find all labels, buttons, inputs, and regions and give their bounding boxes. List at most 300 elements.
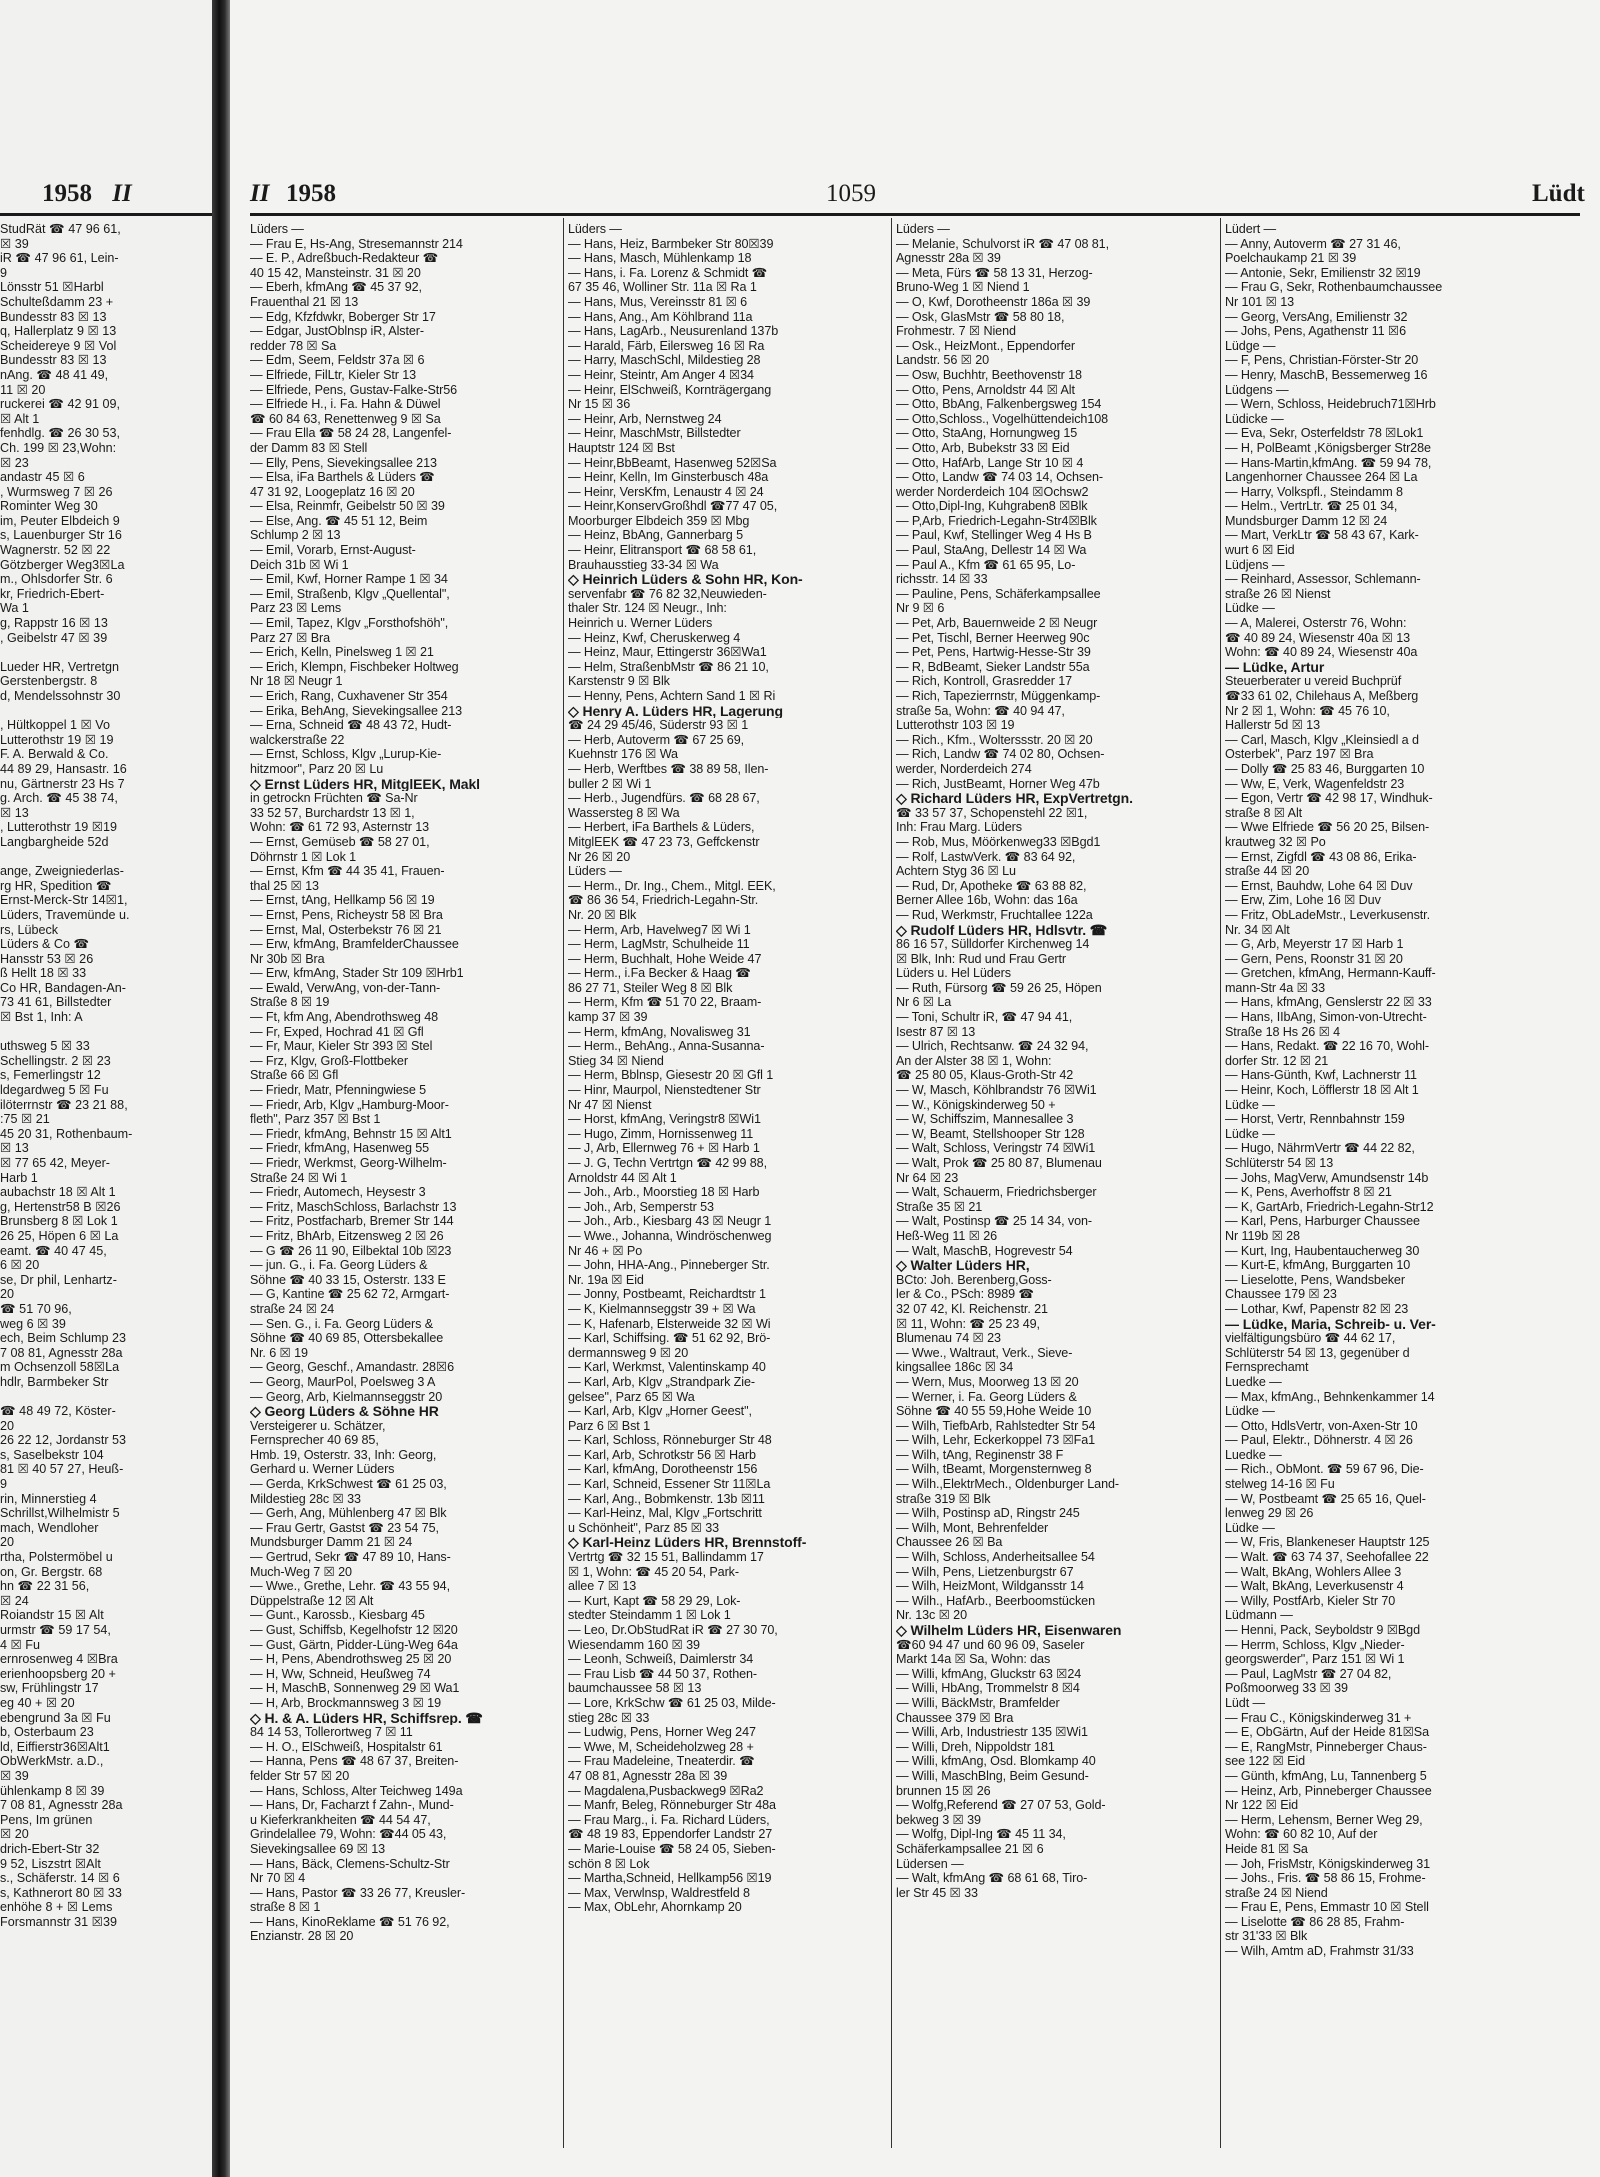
directory-line: ◇ H. & A. Lüders HR, Schiffsrep. ☎	[250, 1710, 483, 1726]
directory-line: — Georg, MaurPol, Poelsweg 3 A	[250, 1374, 436, 1389]
directory-line: Fernsprecher 40 69 85,	[250, 1433, 379, 1448]
directory-line: 26 25, Höpen 6 ☒ La	[0, 1228, 119, 1243]
directory-line: — Pet, Tischl, Berner Heerweg 90c	[896, 630, 1090, 645]
directory-line: Chaussee 179 ☒ 23	[1225, 1287, 1337, 1302]
directory-line: — Karl, Ang., Bobmkenstr. 13b ☒11	[568, 1491, 765, 1506]
directory-line: ☎33 61 02, Chilehaus A, Meßberg	[1225, 689, 1419, 703]
directory-line: — Friedr, Arb, Klgv „Hamburg-Moor-	[250, 1097, 449, 1112]
directory-line: — W, Schiffszim, Mannesallee 3	[896, 1112, 1074, 1127]
directory-line: — Dolly ☎ 25 83 46, Burggarten 10	[1225, 761, 1425, 776]
directory-line: — Karl, Pens, Harburger Chaussee	[1225, 1214, 1420, 1229]
directory-line: ☒ 20	[0, 1827, 29, 1842]
directory-line: — Eva, Sekr, Osterfeldstr 78 ☒Lok1	[1225, 426, 1424, 441]
directory-line: ☎60 94 47 und 60 96 09, Saseler	[896, 1637, 1085, 1652]
directory-line: Co HR, Bandagen-An-	[0, 980, 127, 995]
directory-line: — Ernst, Kfm ☎ 44 35 41, Frauen-	[250, 864, 445, 879]
directory-line: — Marie-Louise ☎ 58 24 05, Sieben-	[568, 1841, 776, 1856]
directory-line: Schlump 2 ☒ 13	[250, 528, 341, 543]
directory-line: — Heinr, Steintr, Am Anger 4 ☒34	[568, 367, 754, 382]
directory-line: — K, Pens, Averhoffstr 8 ☒ 21	[1225, 1185, 1392, 1200]
directory-line: nAng. ☎ 48 41 49,	[0, 367, 109, 382]
directory-line: — W, Masch, Köhlbrandstr 76 ☒Wi1	[896, 1083, 1097, 1098]
directory-line: — Otto, Arb, Bubekstr 33 ☒ Eid	[896, 440, 1070, 455]
directory-line: 47 31 92, Loogeplatz 16 ☒ 20	[250, 484, 415, 499]
directory-line: — Herm, kfmAng, Novalisweg 31	[568, 1024, 751, 1039]
directory-line: Lüdersen —	[896, 1856, 964, 1871]
directory-line: — Karl, Schloss, Rönneburger Str 48	[568, 1433, 772, 1448]
directory-line: — Johs., Fris. ☎ 58 86 15, Frohme-	[1225, 1871, 1426, 1886]
directory-line: — A, Malerei, Osterstr 76, Wohn:	[1225, 616, 1407, 631]
directory-line: allee 7 ☒ 13	[568, 1579, 637, 1594]
directory-line: kamp 37 ☒ 39	[568, 1010, 648, 1025]
directory-line: Wohn: ☎ 61 72 93, Asternstr 13	[250, 820, 430, 835]
right-page	[230, 0, 1600, 2177]
directory-line: — Frau Gertr, Gastst ☎ 23 54 75,	[250, 1520, 439, 1535]
directory-line: ◇ Henry A. Lüders HR, Lagerung	[568, 703, 783, 719]
directory-line: — Werner, i. Fa. Georg Lüders &	[896, 1389, 1077, 1404]
directory-line: walckerstraße 22	[250, 732, 345, 747]
directory-line: Lüdgens —	[1225, 382, 1289, 397]
directory-line: ech, Beim Schlump 23	[0, 1331, 126, 1346]
directory-line: hdlr, Barmbeker Str	[0, 1374, 109, 1389]
directory-line: — Herm., BehAng., Anna-Susanna-	[568, 1039, 765, 1054]
directory-line: 67 35 46, Wolliner Str. 11a ☒ Ra 1	[568, 280, 757, 295]
directory-line: Lüders —	[568, 864, 622, 879]
directory-line: — Paul, StaAng, Dellestr 14 ☒ Wa	[896, 543, 1087, 558]
directory-line: buller 2 ☒ Wi 1	[568, 776, 652, 791]
directory-line: — Georg, Arb, Kielmannseggstr 20	[250, 1389, 443, 1404]
directory-line: Nr 119b ☒ 28	[1225, 1228, 1300, 1243]
directory-line: , Hültkoppel 1 ☒ Vo	[0, 718, 111, 733]
directory-line: — Rolf, LastwVerk. ☎ 83 64 92,	[896, 849, 1076, 864]
directory-line: Harb 1	[0, 1170, 38, 1185]
directory-line: — Hans, Masch, Mühlenkamp 18	[568, 251, 752, 266]
directory-line: Schäferkampsallee 21 ☒ 6	[896, 1841, 1044, 1856]
directory-line: g, Rappstr 16 ☒ 13	[0, 616, 108, 631]
directory-line: — F, Pens, Christian-Förster-Str 20	[1225, 353, 1419, 368]
directory-line: — Lore, KrkSchw ☎ 61 25 03, Milde-	[568, 1695, 776, 1710]
directory-line: uthsweg 5 ☒ 33	[0, 1039, 90, 1054]
directory-line: Wagnerstr. 52 ☒ 22	[0, 543, 111, 558]
directory-line: Blumenau 74 ☒ 23	[896, 1331, 1001, 1346]
directory-line: — Hans, Heiz, Barmbeker Str 80☒39	[568, 236, 774, 251]
directory-line: straße 44 ☒ 20	[1225, 864, 1310, 879]
directory-line: — Rich., Kfm., Wolterssstr. 20 ☒ 20	[896, 732, 1093, 747]
directory-line: — Wilh.,ElektrMech., Oldenburger Land-	[896, 1477, 1119, 1492]
directory-line: — Max, kfmAng., Behnkenkammer 14	[1225, 1389, 1435, 1404]
directory-line: Schellingstr. 2 ☒ 23	[0, 1053, 111, 1068]
directory-line: — Otto, Landw ☎ 74 03 14, Ochsen-	[896, 470, 1103, 485]
directory-line: s, Femerlingstr 12	[0, 1068, 101, 1083]
directory-line: — Willi, HbAng, Trommelstr 8 ☒4	[896, 1681, 1080, 1696]
directory-line: — Otto, BbAng, Falkenbergsweg 154	[896, 397, 1102, 412]
directory-line: — Frau Marg., i. Fa. Richard Lüders,	[568, 1812, 770, 1827]
directory-line: dermannsweg 9 ☒ 20	[568, 1345, 689, 1360]
directory-line: straße 8 ☒ 1	[250, 1900, 321, 1915]
directory-line: — Ernst, Gemüseb ☎ 58 27 01,	[250, 834, 430, 849]
column-4	[1225, 222, 1580, 1959]
directory-line: Hallerstr 5d ☒ 13	[1225, 718, 1320, 733]
column-1	[250, 222, 560, 1944]
directory-line: — G, Arb, Meyerstr 17 ☒ Harb 1	[1225, 937, 1404, 952]
directory-line: Lüdjens —	[1225, 557, 1285, 572]
directory-line: 33 52 57, Burchardstr 13 ☒ 1,	[250, 805, 415, 820]
directory-line: — Hanna, Pens ☎ 48 67 37, Breiten-	[250, 1754, 459, 1769]
directory-line: ☎ 33 57 37, Schopenstehl 22 ☒1,	[896, 805, 1088, 820]
directory-line: Schlüterstr 54 ☒ 13, gegenüber d	[1225, 1345, 1410, 1360]
directory-line: urmstr ☎ 59 17 54,	[0, 1623, 111, 1637]
directory-line: — Herm., i.Fa Becker & Haag ☎	[568, 966, 751, 981]
directory-line: Lüdke —	[1225, 1520, 1275, 1535]
directory-line: — Fritz, Postfacharb, Bremer Str 144	[250, 1214, 454, 1229]
directory-line: Schlüterstr 54 ☒ 13	[1225, 1156, 1334, 1170]
directory-line: — Lüdke, Maria, Schreib- u. Ver-	[1225, 1316, 1436, 1332]
directory-line: — Rich, JustBeamt, Horner Weg 47b	[896, 776, 1100, 791]
directory-line: gelsee", Parz 65 ☒ Wa	[568, 1389, 695, 1404]
directory-line: ◇ Rudolf Lüders HR, Hdlsvtr. ☎	[896, 922, 1108, 938]
directory-line: Moorburger Elbdeich 359 ☒ Mbg	[568, 513, 750, 528]
directory-line: servenfabr ☎ 76 82 32,Neuwieden-	[568, 586, 767, 601]
directory-line: — John, HHA-Ang., Pinneberger Str.	[568, 1258, 770, 1273]
directory-line: — Elly, Pens, Sievekingsallee 213	[250, 455, 437, 470]
left-header-rule	[0, 213, 212, 216]
directory-line: Parz 27 ☒ Bra	[250, 630, 330, 645]
directory-line: — Gretchen, kfmAng, Hermann-Kauff-	[1225, 966, 1436, 981]
directory-line: — Horst, kfmAng, Veringstr8 ☒Wi1	[568, 1112, 761, 1127]
directory-line: — Emil, Kwf, Horner Rampe 1 ☒ 34	[250, 572, 448, 587]
directory-line: Nr 122 ☒ Eid	[1225, 1798, 1299, 1813]
directory-line: Poelchaukamp 21 ☒ 39	[1225, 251, 1357, 266]
directory-line: — Willy, PostfArb, Kieler Str 70	[1225, 1593, 1396, 1608]
directory-line: — Wwe, M, Scheideholzweg 28 +	[568, 1739, 754, 1754]
directory-line: — Frau E, Hs-Ang, Stresemannstr 214	[250, 236, 463, 251]
directory-line: — Walt, BkAng, Wohlers Allee 3	[1225, 1564, 1402, 1579]
directory-line: — Hans, Mus, Vereinsstr 81 ☒ 6	[568, 294, 748, 309]
left-page-fragment	[0, 0, 212, 2177]
directory-line: — Wolfg,Referend ☎ 27 07 53, Gold-	[896, 1798, 1106, 1813]
directory-line: Nr 47 ☒ Nienst	[568, 1097, 652, 1112]
directory-line: — Frau G, Sekr, Rothenbaumchaussee	[1225, 280, 1443, 295]
directory-line: Nr 101 ☒ 13	[1225, 294, 1294, 309]
directory-line: — Otto, HdlsVertr, von-Axen-Str 10	[1225, 1418, 1418, 1433]
directory-line: Nr 46 + ☒ Po	[568, 1243, 643, 1258]
directory-line: — Karl, kfmAng, Dorotheenstr 156	[568, 1462, 758, 1477]
directory-line: ◇ Heinrich Lüders & Sohn HR, Kon-	[568, 572, 803, 587]
directory-line: — Osk, GlasMstr ☎ 58 80 18,	[896, 309, 1065, 324]
directory-line: s, Saselbekstr 104	[0, 1447, 104, 1462]
directory-line: — Joh., Arb., Kiesbarg 43 ☒ Neugr 1	[568, 1214, 772, 1229]
directory-line: Heinrich u. Werner Lüders	[568, 616, 713, 631]
directory-line: Parz 6 ☒ Bst 1	[568, 1418, 650, 1433]
directory-line: Langbargheide 52d	[0, 834, 109, 849]
directory-line	[0, 645, 212, 660]
directory-line: Lüders, Travemünde u.	[0, 907, 130, 922]
directory-line: — Herm, Bblnsp, Giesestr 20 ☒ Gfl 1	[568, 1068, 774, 1083]
directory-line: Poßmoorweg 33 ☒ 39	[1225, 1681, 1348, 1696]
directory-line: — Lothar, Kwf, Papenstr 82 ☒ 23	[1225, 1301, 1409, 1316]
directory-line: — Hugo, Zimm, Hornissenweg 11	[568, 1126, 754, 1141]
directory-line: — E. P., Adreßbuch-Redakteur ☎	[250, 251, 439, 266]
directory-line: — Heinr, ElSchweiß, Kornträgergang	[568, 382, 772, 397]
directory-line: — W., Königskinderweg 50 +	[896, 1097, 1056, 1112]
directory-line: — Frau Madeleine, Tneaterdir. ☎	[568, 1754, 755, 1769]
directory-line: Döhrnstr 1 ☒ Lok 1	[250, 849, 357, 864]
directory-line: ☒ 77 65 42, Meyer-	[0, 1156, 110, 1170]
directory-line: — Hans, Dr, Facharzt f Zahn-, Mund-	[250, 1798, 454, 1813]
directory-line: — Max, Verwlnsp, Waldrestfeld 8	[568, 1885, 750, 1900]
directory-line: — Carl, Masch, Klgv „Kleinsiedl a d	[1225, 732, 1419, 747]
directory-line: — H, Ww, Schneid, Heußweg 74	[250, 1666, 431, 1681]
directory-line: , Lutterothstr 19 ☒19	[0, 820, 118, 835]
directory-line: Inh: Frau Marg. Lüders	[896, 820, 1022, 835]
directory-line: 45 20 31, Rothenbaum-	[0, 1126, 133, 1141]
directory-line: Straße 66 ☒ Gfl	[250, 1068, 339, 1083]
directory-line: ◇ Karl-Heinz Lüders HR, Brennstoff-	[568, 1535, 807, 1551]
directory-line: mann-Str 4a ☒ 33	[1225, 980, 1325, 995]
directory-line: — Heinr, Arb, Nernstweg 24	[568, 411, 722, 426]
directory-line: — Willi, Arb, Industriestr 135 ☒Wi1	[896, 1725, 1088, 1740]
directory-line: — Wern, Schloss, Heidebruch71☒Hrb	[1225, 397, 1436, 412]
directory-line: — Ludwig, Pens, Horner Weg 247	[568, 1725, 756, 1740]
directory-line: s., Schäferstr. 14 ☒ 6	[0, 1871, 120, 1886]
directory-line: MitglEEK ☎ 47 23 73, Geffckenstr	[568, 834, 760, 849]
directory-line: — Edgar, JustOblnsp iR, Alster-	[250, 324, 424, 339]
directory-line: ☎ 40 89 24, Wiesenstr 40a ☒ 13	[1225, 630, 1410, 645]
directory-line: 11 ☒ 20	[0, 382, 46, 397]
directory-line: — Wilh, Amtm aD, Frahmstr 31/33	[1225, 1944, 1414, 1959]
directory-line: redder 78 ☒ Sa	[250, 338, 337, 353]
directory-line: fenhdlg. ☎ 26 30 53,	[0, 426, 121, 441]
directory-line: — H. O., ElSchweiß, Hospitalstr 61	[250, 1739, 443, 1754]
directory-line: — P,Arb, Friedrich-Legahn-Str4☒Blk	[896, 513, 1097, 528]
directory-line: Stieg 34 ☒ Niend	[568, 1053, 664, 1068]
directory-line: — Hans, LagArb., Neusurenland 137b	[568, 324, 779, 339]
directory-line: — Kurt-E, kfmAng, Burggarten 10	[1225, 1258, 1411, 1273]
directory-line: — Ernst, tAng, Hellkamp 56 ☒ 19	[250, 893, 435, 908]
directory-line: brunnen 15 ☒ 26	[896, 1783, 991, 1798]
directory-line: , Wurmsweg 7 ☒ 26	[0, 484, 113, 499]
directory-line: — Karl, Werkmst, Valentinskamp 40	[568, 1360, 766, 1375]
directory-line: — Henni, Pack, Seyboldstr 9 ☒Bgd	[1225, 1623, 1420, 1637]
directory-line: — Wilh, Mont, Behrenfelder	[896, 1520, 1049, 1535]
directory-line: Söhne ☎ 40 69 85, Ottersbekallee	[250, 1331, 444, 1346]
directory-line: g. Arch. ☎ 45 38 74,	[0, 791, 118, 806]
directory-line: Achtern Styg 36 ☒ Lu	[896, 864, 1016, 879]
directory-line: — Lieselotte, Pens, Wandsbeker	[1225, 1272, 1405, 1287]
directory-line: — Herm, Kfm ☎ 51 70 22, Braam-	[568, 995, 762, 1010]
directory-line: 20	[0, 1535, 15, 1550]
directory-line: — Friedr, Automech, Heysestr 3	[250, 1185, 426, 1200]
directory-line: — Frau Ella ☎ 58 24 28, Langenfel-	[250, 426, 452, 441]
directory-line: — Harry, Volkspfl., Steindamm 8	[1225, 484, 1403, 499]
directory-line: Lüders u. Hel Lüders	[896, 966, 1011, 981]
directory-line: — Emil, Tapez, Klgv „Forsthofshöh",	[250, 616, 449, 631]
directory-line: 32 07 42, Kl. Reichenstr. 21	[896, 1301, 1048, 1316]
directory-line: on, Gr. Bergstr. 68	[0, 1564, 103, 1579]
directory-line: — Jonny, Postbeamt, Reichardtstr 1	[568, 1287, 766, 1302]
directory-line: ◇ Georg Lüders & Söhne HR	[250, 1404, 439, 1419]
directory-line: Frauenthal 21 ☒ 13	[250, 294, 359, 309]
directory-line: — K, Hafenarb, Elsterweide 32 ☒ Wi	[568, 1316, 771, 1331]
directory-line: — Elsa, Reinmfr, Geibelstr 50 ☒ 39	[250, 499, 445, 514]
directory-line: Frohmestr. 7 ☒ Niend	[896, 324, 1016, 339]
directory-line: Schrillst,Wilhelmistr 5	[0, 1506, 120, 1521]
directory-line: ☒ Blk, Inh: Rud und Frau Gertr	[896, 951, 1066, 966]
directory-line: — Gertrud, Sekr ☎ 47 89 10, Hans-	[250, 1550, 451, 1565]
directory-line: Lutterothstr 103 ☒ 19	[896, 718, 1015, 733]
directory-line: Much-Weg 7 ☒ 20	[250, 1564, 352, 1579]
directory-line: , Geibelstr 47 ☒ 39	[0, 630, 108, 645]
directory-line: — Paul, Kwf, Stellinger Weg 4 Hs B	[896, 528, 1092, 543]
directory-line: — Ernst, Schloss, Klgv „Lurup-Kie-	[250, 747, 442, 762]
directory-line: Lüders —	[250, 222, 304, 236]
directory-line: — Rich, Tapezierrnstr, Müggenkamp-	[896, 689, 1101, 703]
directory-line: hitzmoor", Parz 20 ☒ Lu	[250, 761, 384, 776]
directory-line: s, Lauenburger Str 16	[0, 528, 122, 543]
left-header	[42, 180, 132, 208]
directory-line: Nr. 6 ☒ 19	[250, 1345, 308, 1360]
directory-line: richsstr. 14 ☒ 33	[896, 572, 988, 587]
directory-line: Brauhausstieg 33-34 ☒ Wa	[568, 557, 719, 572]
directory-line: Wassersteg 8 ☒ Wa	[568, 805, 680, 820]
directory-line: — Otto, StaAng, Hornungweg 15	[896, 426, 1078, 441]
directory-line: Gerstenbergstr. 8	[0, 674, 98, 689]
directory-line: — Pauline, Pens, Schäferkampsallee	[896, 586, 1101, 601]
directory-line: — J. G, Techn Vertrtgn ☎ 42 99 88,	[568, 1156, 767, 1170]
directory-line: — Frau Lisb ☎ 44 50 37, Rothen-	[568, 1666, 757, 1681]
directory-line: — Erich, Kelln, Pinelsweg 1 ☒ 21	[250, 645, 434, 660]
directory-line: bekweg 3 ☒ 39	[896, 1812, 981, 1827]
directory-line: ◇ Wilhelm Lüders HR, Eisenwaren	[896, 1623, 1122, 1638]
directory-line: Lüdke —	[1225, 601, 1275, 616]
directory-line: str 31'33 ☒ Blk	[1225, 1929, 1308, 1944]
directory-line: krautweg 32 ☒ Po	[1225, 834, 1326, 849]
directory-line: — Gunt., Karossb., Kiesbarg 45	[250, 1608, 425, 1623]
directory-line: 86 16 57, Sülldorfer Kirchenweg 14	[896, 937, 1090, 952]
directory-line: andastr 45 ☒ 6	[0, 470, 85, 485]
directory-line: ruckerei ☎ 42 91 09,	[0, 397, 120, 412]
directory-line: enhöhe 8 + ☒ Lems	[0, 1900, 113, 1915]
directory-line: — Wilh, TiefbArb, Rahlstedter Str 54	[896, 1418, 1096, 1433]
directory-line: stedter Steindamm 1 ☒ Lok 1	[568, 1608, 731, 1623]
directory-line: — Hans-Martin,kfmAng. ☎ 59 94 78,	[1225, 455, 1432, 470]
directory-line: F. A. Berwald & Co.	[0, 747, 109, 762]
directory-line: — Hinr, Maurpol, Nienstedtener Str	[568, 1083, 761, 1098]
directory-line: baumchaussee 58 ☒ 13	[568, 1681, 702, 1696]
directory-line: — Otto,Schloss., Vogelhüttendeich108	[896, 411, 1109, 426]
directory-line: 81 ☒ 40 57 27, Heuß-	[0, 1462, 124, 1477]
directory-line: Lüdke —	[1225, 1126, 1275, 1141]
directory-line: drich-Ebert-Str 32	[0, 1841, 100, 1856]
directory-line: — Ewald, VerwAng, von-der-Tann-	[250, 980, 441, 995]
directory-line: — Erw, kfmAng, BramfelderChaussee	[250, 937, 459, 952]
directory-line	[0, 704, 212, 719]
directory-line: ebengrund 3a ☒ Fu	[0, 1710, 111, 1725]
directory-line: ldegardweg 5 ☒ Fu	[0, 1083, 109, 1098]
directory-line: — Hans, Pastor ☎ 33 26 77, Kreusler-	[250, 1885, 466, 1900]
directory-line: — Walt, Prok ☎ 25 80 87, Blumenau	[896, 1156, 1102, 1170]
directory-line: aubachstr 18 ☒ Alt 1	[0, 1185, 116, 1200]
directory-line: Agnesstr 28a ☒ 39	[896, 251, 1001, 266]
directory-line: straße 319 ☒ Blk	[896, 1491, 991, 1506]
directory-line: — Pet, Arb, Bauernweide 2 ☒ Neugr	[896, 616, 1098, 631]
directory-line: — K, GartArb, Friedrich-Legahn-Str12	[1225, 1199, 1434, 1214]
directory-line: — Herm, Lehensm, Berner Weg 29,	[1225, 1812, 1423, 1827]
directory-line	[0, 850, 212, 865]
directory-line: stieg 28c ☒ 33	[568, 1710, 650, 1725]
directory-line: Wiesendamm 160 ☒ 39	[568, 1637, 700, 1652]
directory-line: — Leonh, Schweiß, Daimlerstr 34	[568, 1652, 754, 1667]
directory-line: — W, Fris, Blankeneser Hauptstr 125	[1225, 1535, 1430, 1550]
directory-line: ☒ 23	[0, 455, 29, 470]
directory-line: — Heinr, Elitransport ☎ 68 58 61,	[568, 543, 757, 558]
directory-line: Mildestieg 28c ☒ 33	[250, 1491, 361, 1506]
directory-line: Nr 70 ☒ 4	[250, 1871, 306, 1886]
directory-line: — Otto, HafArb, Lange Str 10 ☒ 4	[896, 455, 1084, 470]
directory-line: Versteigerer u. Schätzer,	[250, 1418, 386, 1433]
directory-line: straße 24 ☒ 24	[250, 1301, 335, 1316]
directory-line: — Friedr, kfmAng, Behnstr 15 ☒ Alt1	[250, 1126, 452, 1141]
directory-line: Parz 23 ☒ Lems	[250, 601, 342, 616]
directory-line: — Harry, MaschSchl, Mildestieg 28	[568, 353, 761, 368]
directory-line: — Melanie, Schulvorst iR ☎ 47 08 81,	[896, 236, 1109, 251]
directory-line: ☎ 60 84 63, Renettenweg 9 ☒ Sa	[250, 411, 441, 426]
directory-line: — Emil, Straßenb, Klgv „Quellental",	[250, 586, 450, 601]
directory-line: — H, Arb, Brockmannsweg 3 ☒ 19	[250, 1695, 441, 1710]
directory-line: m., Ohlsdorfer Str. 6	[0, 572, 113, 587]
directory-line: — Rob, Mus, Möörkenweg33 ☒Bgd1	[896, 834, 1101, 849]
directory-line: — Heinr,KonservGroßhdl ☎77 47 05,	[568, 499, 778, 514]
directory-line: — Antonie, Sekr, Emilienstr 32 ☒19	[1225, 265, 1421, 280]
directory-line: — Walt, MaschB, Hogrevestr 54	[896, 1243, 1073, 1258]
directory-line: 40 15 42, Mansteinstr. 31 ☒ 20	[250, 265, 421, 280]
directory-line: — Walt, kfmAng ☎ 68 61 68, Tiro-	[896, 1871, 1088, 1886]
directory-line: — Pet, Pens, Hartwig-Hesse-Str 39	[896, 645, 1091, 660]
directory-line: 9	[0, 265, 8, 280]
directory-line: Bundesstr 83 ☒ 13	[0, 353, 107, 368]
directory-line: — Friedr, kfmAng, Hasenweg 55	[250, 1141, 430, 1156]
directory-line: Nr 9 ☒ 6	[896, 601, 945, 616]
directory-line: Berner Allee 16b, Wohn: das 16a	[896, 893, 1078, 908]
directory-line: — Karl, Schiffsing. ☎ 51 62 92, Brö-	[568, 1331, 771, 1346]
directory-line: 6 ☒ 20	[0, 1258, 40, 1273]
directory-line: Lueder HR, Vertretgn	[0, 659, 120, 674]
directory-line: — Elfriede H., i. Fa. Hahn & Düwel	[250, 397, 441, 412]
directory-line: Götzberger Weg3☒La	[0, 557, 125, 572]
directory-line: — Ruth, Fürsorg ☎ 59 26 25, Höpen	[896, 980, 1102, 995]
directory-line: StudRät ☎ 47 96 61,	[0, 222, 121, 236]
directory-line: ☒ 24	[0, 1593, 29, 1608]
directory-line: Nr. 19a ☒ Eid	[568, 1272, 644, 1287]
directory-line: Heide 81 ☒ Sa	[1225, 1841, 1308, 1856]
directory-line: m Ochsenzoll 58☒La	[0, 1360, 120, 1375]
directory-line: — Rud, Werkmstr, Fruchtallee 122a	[896, 907, 1093, 922]
directory-line: ange, Zweigniederlas-	[0, 864, 124, 879]
directory-line: vielfältigungsbüro ☎ 44 62 17,	[1225, 1331, 1396, 1346]
directory-line: ☎ 86 36 54, Friedrich-Legahn-Str.	[568, 893, 759, 908]
directory-line: ☒ 39	[0, 236, 29, 251]
directory-line: dorfer Str. 12 ☒ 21	[1225, 1053, 1329, 1068]
directory-line: Nr 26 ☒ 20	[568, 849, 631, 864]
directory-line: — Joh., Arb, Semperstr 53	[568, 1199, 714, 1214]
directory-line: — Elfriede, Pens, Gustav-Falke-Str56	[250, 382, 458, 397]
column-divider	[1220, 218, 1221, 2148]
directory-line: — jun. G., i. Fa. Georg Lüders &	[250, 1258, 428, 1273]
directory-line: — Karl, Arb, Klgv „Horner Geest",	[568, 1404, 752, 1419]
directory-line: — Joh., Arb., Moorstieg 18 ☒ Harb	[568, 1185, 760, 1200]
directory-line: — W, Beamt, Stellshooper Str 128	[896, 1126, 1085, 1141]
directory-line: — Max, ObLehr, Ahornkamp 20	[568, 1900, 742, 1915]
